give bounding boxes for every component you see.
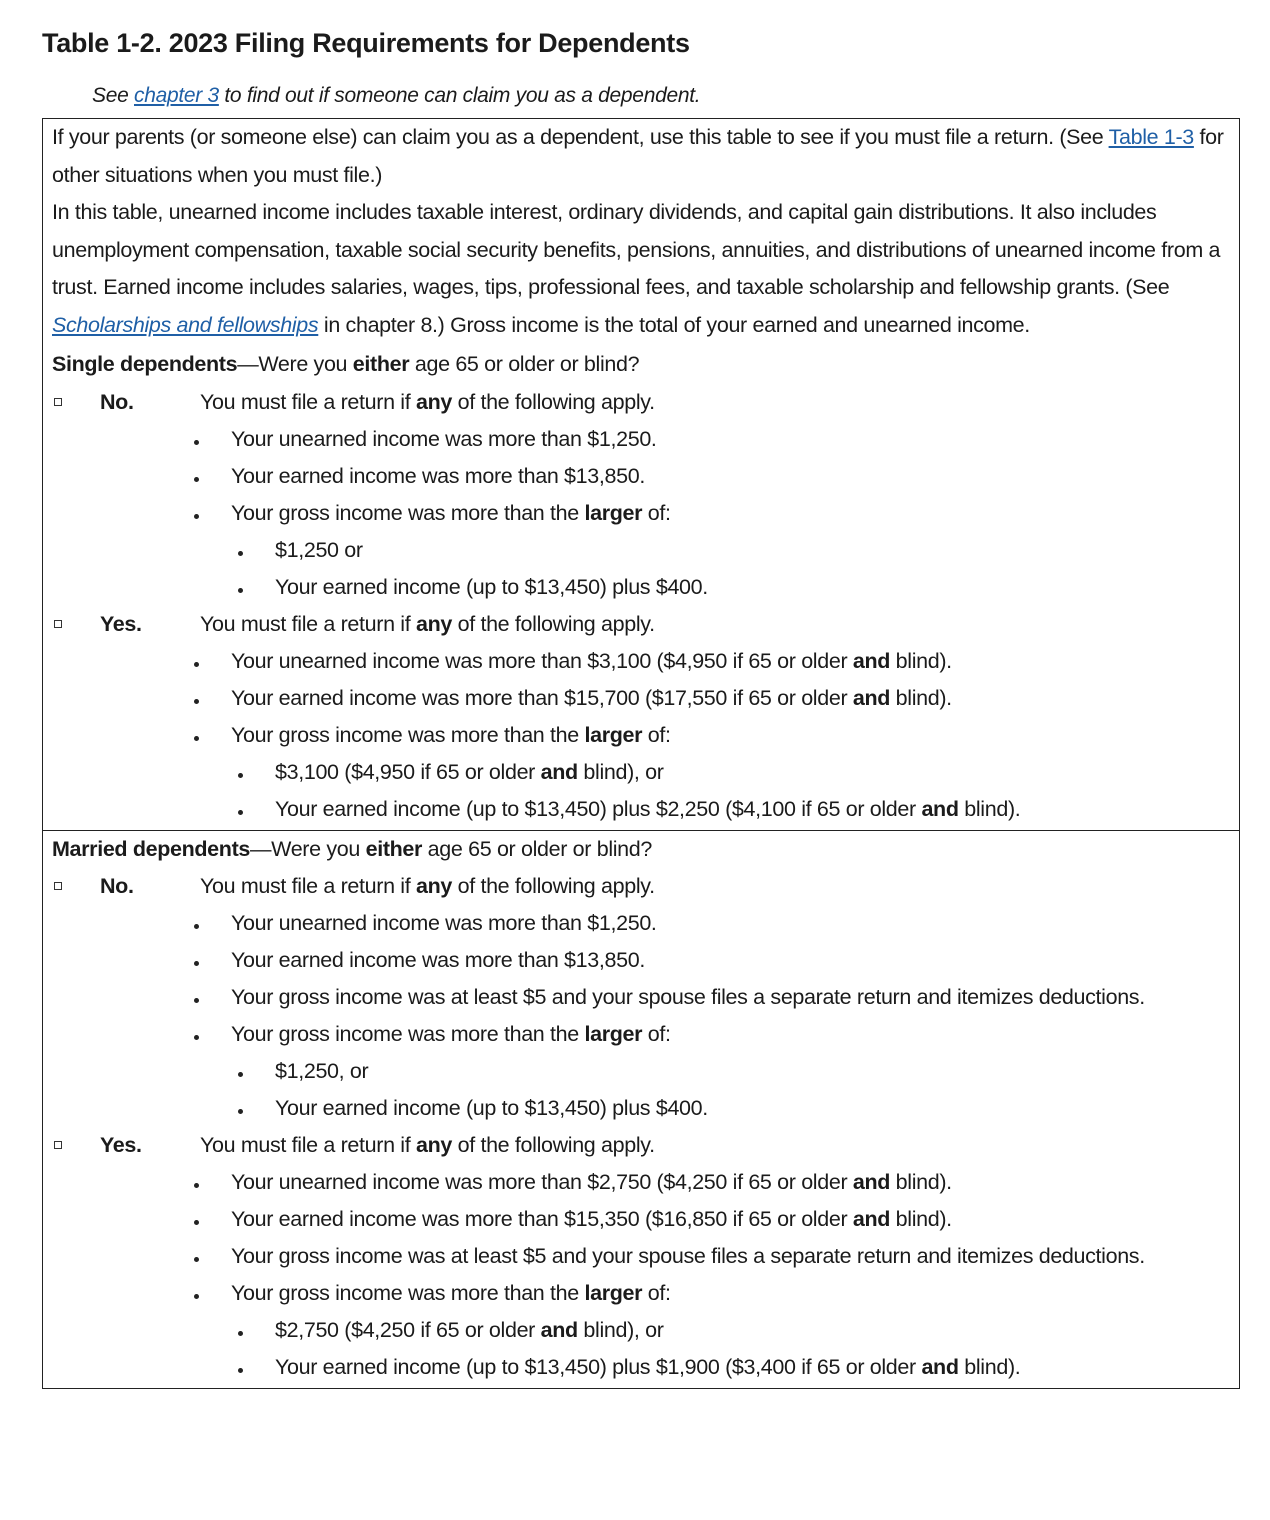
emphasis: Married dependents	[52, 836, 250, 861]
checkbox[interactable]	[52, 868, 100, 905]
bullet-item	[52, 1275, 1231, 1312]
emphasis: and	[852, 685, 891, 710]
bullet-text: Your unearned income was more than $3,100 ($4,950 if 65 or older and blind).	[231, 648, 952, 673]
bullet-item	[52, 680, 1231, 717]
bullet-icon	[236, 1349, 275, 1386]
emphasis: any	[415, 611, 452, 636]
bullet-icon	[236, 569, 275, 606]
bullet-text: Your earned income was more than $13,850.	[231, 463, 645, 488]
sub-bullet-item	[52, 569, 1231, 606]
checkbox[interactable]	[52, 1127, 100, 1164]
bullet-icon	[192, 680, 231, 717]
bullet-icon	[192, 979, 231, 1016]
bullet-text: Your earned income was more than $13,850.	[231, 948, 645, 972]
bullet-text: Your gross income was at least $5 and your spouse files a separate return and itemizes deductions.	[231, 1244, 1145, 1268]
bullet-icon	[192, 1275, 231, 1312]
sub-bullet-text: $1,250 or	[275, 537, 363, 562]
bullet-text: Your unearned income was more than $1,250.	[231, 911, 657, 935]
sub-bullet-item	[52, 532, 1231, 569]
sub-bullet-item	[52, 1090, 1231, 1127]
sub-bullet-item	[52, 1053, 1231, 1090]
sub-bullet-text: Your earned income (up to $13,450) plus $400.	[275, 1096, 708, 1120]
checkbox-square-icon	[54, 398, 62, 406]
sub-bullet-item	[52, 754, 1231, 791]
section-heading: Single dependents—Were you either age 65 or older or blind?	[52, 352, 640, 376]
emphasis: larger	[584, 1281, 643, 1305]
bullet-item	[52, 1201, 1231, 1238]
emphasis: Single dependents	[52, 352, 238, 376]
intro-paragraph: In this table, unearned income includes taxable interest, ordinary dividends, and capital gain distributions. It also includes unemployment compensation, taxable social security benefits, pensions, annuities, and distributions of unearned income from a trust. Earned income includes salaries, wages, tips, professional fees, and taxable scholarship and fellowship grants. (See Scholarships and fellowships in chapter 8.) Gross income is the total of your earned and unearned income.	[52, 200, 1221, 337]
emphasis: either	[365, 836, 423, 861]
emphasis: any	[415, 1133, 452, 1157]
bullet-item	[52, 1164, 1231, 1201]
bullet-text: Your gross income was more than the larger of:	[231, 1281, 671, 1305]
bullet-item	[52, 979, 1231, 1016]
bullet-text: Your gross income was at least $5 and your spouse files a separate return and itemizes deductions.	[231, 985, 1145, 1009]
answer-row-no	[52, 384, 1231, 421]
bullet-icon	[236, 1090, 275, 1127]
bullet-icon	[192, 717, 231, 754]
bullet-item	[52, 717, 1231, 754]
answer-label: Yes.	[100, 611, 142, 636]
emphasis: and	[921, 1355, 959, 1379]
sub-bullet-item	[52, 791, 1231, 828]
sub-bullet-text: $3,100 ($4,950 if 65 or older and blind), or	[275, 759, 664, 784]
filing-requirements-table	[42, 118, 1240, 1389]
sub-bullet-item	[52, 1349, 1231, 1386]
emphasis: and	[921, 796, 959, 821]
bullet-text: Your gross income was more than the larger of:	[231, 1022, 671, 1046]
checkbox-square-icon	[54, 882, 62, 890]
bullet-text: Your earned income was more than $15,700 ($17,550 if 65 or older and blind).	[231, 685, 952, 710]
intro-section	[43, 119, 1239, 346]
bullet-item	[52, 458, 1231, 495]
bullet-text: Your unearned income was more than $2,750 ($4,250 if 65 or older and blind).	[231, 1170, 952, 1194]
bullet-text: Your gross income was more than the larger of:	[231, 500, 671, 525]
bullet-icon	[192, 942, 231, 979]
answer-lead-text: You must file a return if any of the following apply.	[200, 1133, 655, 1157]
bullet-icon	[192, 458, 231, 495]
sub-bullet-text: Your earned income (up to $13,450) plus $2,250 ($4,100 if 65 or older and blind).	[275, 796, 1021, 821]
emphasis: larger	[584, 722, 643, 747]
answer-label: No.	[100, 874, 134, 898]
bullet-text: Your earned income was more than $15,350 ($16,850 if 65 or older and blind).	[231, 1207, 952, 1231]
emphasis: larger	[584, 500, 643, 525]
bullet-icon	[192, 495, 231, 532]
checkbox[interactable]	[52, 606, 100, 643]
married-dependents-section	[43, 830, 1239, 1389]
bullet-icon	[236, 754, 275, 791]
page-title: Table 1-2. 2023 Filing Requirements for Dependents	[42, 28, 690, 58]
emphasis: any	[415, 874, 452, 898]
bullet-icon	[236, 1312, 275, 1349]
bullet-icon	[236, 791, 275, 828]
emphasis: either	[352, 352, 410, 376]
bullet-item	[52, 1016, 1231, 1053]
emphasis: any	[415, 389, 452, 414]
intro-paragraph: If your parents (or someone else) can claim you as a dependent, use this table to see if you must file a return. (See Table 1-3 for other situations when you must file.)	[52, 125, 1224, 187]
bullet-text: Your gross income was more than the larger of:	[231, 722, 671, 747]
bullet-item	[52, 495, 1231, 532]
sub-bullet-text: Your earned income (up to $13,450) plus $400.	[275, 574, 708, 599]
bullet-item	[52, 905, 1231, 942]
answer-lead-text: You must file a return if any of the following apply.	[200, 611, 655, 636]
bullet-item	[52, 1238, 1231, 1275]
link-chapter-3[interactable]: chapter 3	[134, 84, 219, 107]
emphasis: larger	[584, 1022, 643, 1046]
answer-row-no	[52, 868, 1231, 905]
answer-lead-text: You must file a return if any of the following apply.	[200, 874, 655, 898]
bullet-item	[52, 421, 1231, 458]
sub-bullet-text: $1,250, or	[275, 1059, 369, 1083]
emphasis: and	[540, 1318, 578, 1342]
bullet-icon	[192, 1201, 231, 1238]
emphasis: and	[852, 648, 891, 673]
checkbox-square-icon	[54, 1141, 62, 1149]
bullet-icon	[192, 1164, 231, 1201]
checkbox[interactable]	[52, 384, 100, 421]
subtitle-note: See chapter 3 to find out if someone can claim you as a dependent.	[92, 84, 701, 107]
sub-bullet-text: Your earned income (up to $13,450) plus $1,900 ($3,400 if 65 or older and blind).	[275, 1355, 1021, 1379]
bullet-icon	[192, 1016, 231, 1053]
answer-lead-text: You must file a return if any of the following apply.	[200, 389, 655, 414]
link-scholarships-and-fellowships[interactable]: Scholarships and fellowships	[52, 312, 319, 337]
bullet-item	[52, 643, 1231, 680]
link-table-1-3[interactable]: Table 1-3	[1108, 125, 1194, 149]
bullet-icon	[192, 421, 231, 458]
bullet-icon	[192, 905, 231, 942]
sub-bullet-item	[52, 1312, 1231, 1349]
emphasis: and	[540, 759, 578, 784]
checkbox-square-icon	[54, 620, 62, 628]
bullet-icon	[236, 1053, 275, 1090]
bullet-icon	[236, 532, 275, 569]
sub-bullet-text: $2,750 ($4,250 if 65 or older and blind), or	[275, 1318, 664, 1342]
emphasis: and	[852, 1170, 891, 1194]
emphasis: and	[852, 1207, 891, 1231]
answer-row-yes	[52, 606, 1231, 643]
single-dependents-section	[43, 346, 1239, 830]
answer-label: Yes.	[100, 1133, 142, 1157]
bullet-icon	[192, 643, 231, 680]
bullet-item	[52, 942, 1231, 979]
answer-label: No.	[100, 389, 134, 414]
bullet-text: Your unearned income was more than $1,250.	[231, 426, 657, 451]
bullet-icon	[192, 1238, 231, 1275]
answer-row-yes	[52, 1127, 1231, 1164]
section-heading: Married dependents—Were you either age 65 or older or blind?	[52, 836, 652, 861]
